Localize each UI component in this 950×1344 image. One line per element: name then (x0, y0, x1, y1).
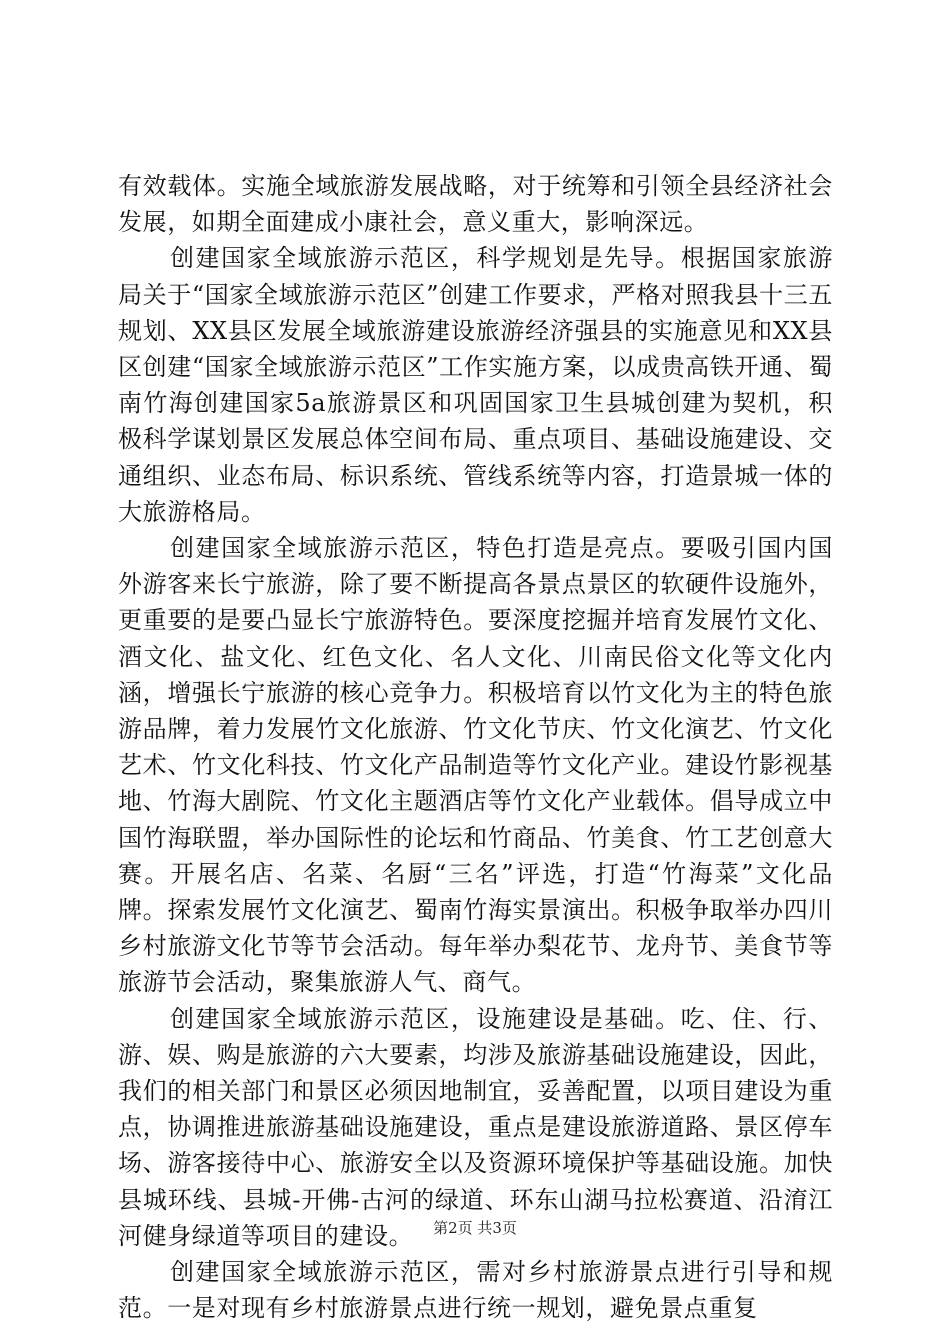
paragraph-1: 有效载体。实施全域旅游发展战略，对于统筹和引领全县经济社会发展，如期全面建成小康社会，意义重大，影响深远。 (118, 172, 833, 237)
page-footer: 第2页 共3页 (433, 1219, 517, 1237)
paragraph-2: 创建国家全域旅游示范区，科学规划是先导。根据国家旅游局关于“国家全域旅游示范区”创建工作要求，严格对照我县十三五规划、XX县区发展全域旅游建设旅游经济强县的实施意见和XX县区创建“国家全域旅游示范区”工作实施方案，以成贵高铁开通、蜀南竹海创建国家5a旅游景区和巩固国家卫生县城创建为契机，积极科学谋划景区发展总体空间布局、重点项目、基础设施建设、交通组织、业态布局、标识系统、管线系统等内容，打造景城一体的大旅游格局。 (118, 244, 833, 526)
paragraph-4: 创建国家全域旅游示范区，设施建设是基础。吃、住、行、游、娱、购是旅游的六大要素，均涉及旅游基础设施建设，因此，我们的相关部门和景区必须因地制宜，妥善配置，以项目建设为重点，协调推进旅游基础设施建设，重点是建设旅游道路、景区停车场、游客接待中心、旅游安全以及资源环境保护等基础设施。加快县城环线、县城-开佛-古河的绿道、环东山湖马拉松赛道、沿淯江河健身绿道等项目的建设。 (118, 1004, 833, 1250)
document-body (118, 168, 833, 1327)
paragraph-5: 创建国家全域旅游示范区，需对乡村旅游景点进行引导和规范。一是对现有乡村旅游景点进行统一规划，避免景点重复 (118, 1258, 833, 1323)
paragraph-3: 创建国家全域旅游示范区，特色打造是亮点。要吸引国内国外游客来长宁旅游，除了要不断提高各景点景区的软硬件设施外，更重要的是要凸显长宁旅游特色。要深度挖掘并培育发展竹文化、酒文化、盐文化、红色文化、名人文化、川南民俗文化等文化内涵，增强长宁旅游的核心竞争力。积极培育以竹文化为主的特色旅游品牌，着力发展竹文化旅游、竹文化节庆、竹文化演艺、竹文化艺术、竹文化科技、竹文化产品制造等竹文化产业。建设竹影视基地、竹海大剧院、竹文化主题酒店等竹文化产业载体。倡导成立中国竹海联盟，举办国际性的论坛和竹商品、竹美食、竹工艺创意大赛。开展名店、名菜、名厨“三名”评选，打造“竹海菜”文化品牌。探索发展竹文化演艺、蜀南竹海实景演出。积极争取举办四川乡村旅游文化节等节会活动。每年举办梨花节、龙舟节、美食节等旅游节会活动，聚集旅游人气、商气。 (118, 534, 833, 997)
